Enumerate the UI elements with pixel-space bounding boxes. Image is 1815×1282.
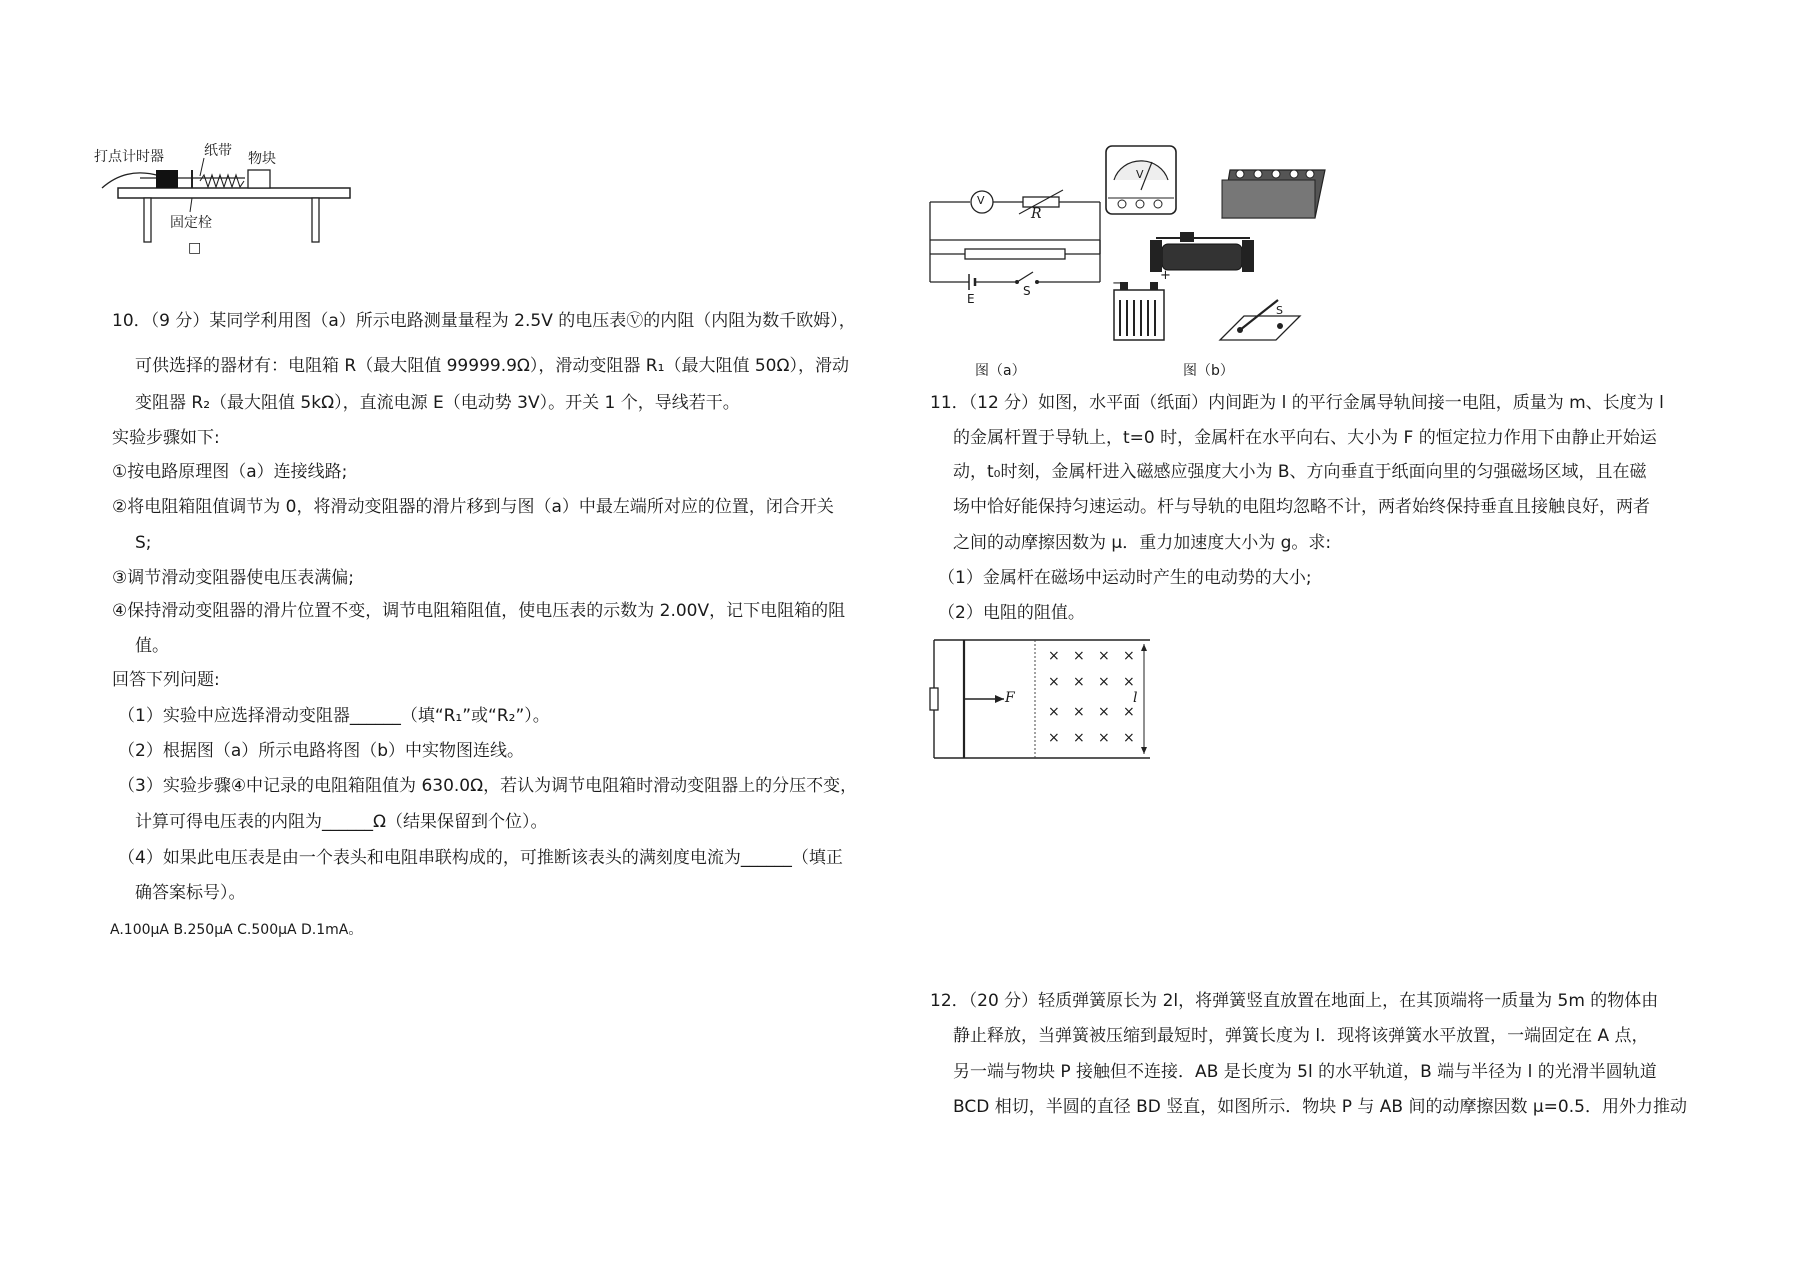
field-cross: × [1123, 730, 1135, 746]
q11-line: 场中恰好能保持匀速运动。杆与导轨的电阻均忽略不计，两者始终保持垂直且接触良好，两者 [953, 497, 1650, 517]
q10-line: （3）实验步骤④中记录的电阻箱阻值为 630.0Ω，若认为调节电阻箱时滑动变阻器上的分压不变， [118, 776, 858, 796]
field-cross: × [1098, 648, 1110, 664]
label-pin: 固定栓 [170, 215, 212, 231]
q10-line: ①按电路原理图（a）连接线路; [112, 462, 348, 482]
label-tape: 纸带 [204, 143, 232, 159]
q12-line: 12．（20 分）轻质弹簧原长为 2l，将弹簧竖直放置在地面上，在其顶端将一质量为 5m 的物体由 [930, 991, 1659, 1011]
figure-box-caption: □ [188, 240, 202, 256]
q10-line: 计算可得电压表的内阻为______Ω（结果保留到个位）。 [135, 812, 548, 832]
circuit-label-v: V [977, 194, 985, 207]
field-cross: × [1048, 648, 1060, 664]
q10-line: （2）根据图（a）所示电路将图（b）中实物图连线。 [118, 741, 525, 761]
q12-line: 静止释放，当弹簧被压缩到最短时，弹簧长度为 l．现将该弹簧水平放置，一端固定在 A 点， [953, 1026, 1649, 1046]
q10-line: 可供选择的器材有：电阻箱 R（最大阻值 99999.9Ω），滑动变阻器 R₁（最大阻值 50Ω），滑动 [135, 356, 849, 376]
equipment-figure-b [1100, 140, 1340, 360]
q10-line: ②将电阻箱阻值调节为 0，将滑动变阻器的滑片移到与图（a）中最左端所对应的位置，闭合开关 [112, 497, 834, 517]
field-cross: × [1048, 674, 1060, 690]
rail-label-f: F [1005, 690, 1015, 706]
field-cross: × [1073, 648, 1085, 664]
caption-figure-b: 图（b） [1183, 363, 1234, 379]
q11-line: 11．（12 分）如图，水平面（纸面）内间距为 l 的平行金属导轨间接一电阻，质量为 m、长度为 l [930, 393, 1664, 413]
circuit-figure-a [925, 180, 1105, 310]
battery-minus-label: − [1112, 276, 1123, 291]
circuit-label-s: S [1023, 284, 1031, 298]
meter-v-label: V [1136, 168, 1144, 181]
q11-line: 之间的动摩擦因数为 μ．重力加速度大小为 g。求: [953, 533, 1332, 553]
q12-line: BCD 相切，半圆的直径 BD 竖直，如图所示．物块 P 与 AB 间的动摩擦因数 μ=0.5．用外力推动 [953, 1097, 1687, 1117]
q10-line: 实验步骤如下: [112, 428, 220, 448]
field-cross: × [1073, 730, 1085, 746]
label-block: 物块 [248, 151, 276, 167]
rail-field-figure [930, 636, 1160, 762]
q12-line: 另一端与物块 P 接触但不连接．AB 是长度为 5l 的水平轨道，B 端与半径为 l 的光滑半圆轨道 [953, 1062, 1657, 1082]
field-cross: × [1048, 704, 1060, 720]
q10-line: 值。 [135, 636, 169, 656]
circuit-label-r: R [1031, 206, 1042, 222]
label-timer: 打点计时器 [94, 149, 164, 165]
field-cross: × [1123, 648, 1135, 664]
q11-line: （2）电阻的阻值。 [938, 603, 1085, 623]
field-cross: × [1098, 704, 1110, 720]
q11-line: 动，t₀时刻，金属杆进入磁感应强度大小为 B、方向垂直于纸面向里的匀强磁场区域，且在磁 [953, 462, 1647, 482]
q10-line: （4）如果此电压表是由一个表头和电阻串联构成的，可推断该表头的满刻度电流为______（填正 [118, 848, 843, 868]
field-cross: × [1073, 674, 1085, 690]
circuit-diagram [925, 180, 1105, 310]
circuit-label-e: E [967, 292, 975, 306]
caption-figure-a: 图（a） [975, 363, 1026, 379]
q10-line: ④保持滑动变阻器的滑片位置不变，调节电阻箱阻值，使电压表的示数为 2.00V，记下电阻箱的阻 [112, 601, 846, 621]
field-cross: × [1073, 704, 1085, 720]
q10-line: （1）实验中应选择滑动变阻器______（填“R₁”或“R₂”）。 [118, 706, 550, 726]
q10-options: A.100μA B.250μA C.500μA D.1mA。 [110, 922, 363, 938]
field-cross: × [1048, 730, 1060, 746]
switch-s-label: S [1276, 304, 1283, 317]
field-cross: × [1123, 674, 1135, 690]
q11-line: （1）金属杆在磁场中运动时产生的电动势的大小; [938, 568, 1312, 588]
q10-line: 回答下列问题: [112, 670, 220, 690]
rail-label-l: l [1133, 690, 1138, 706]
battery-plus-label: + [1160, 268, 1171, 283]
q10-line: 确答案标号）。 [135, 883, 246, 903]
q10-line: 10．（9 分）某同学利用图（a）所示电路测量量程为 2.5V 的电压表Ⓥ的内阻（内阻为数千欧姆）， [112, 311, 856, 331]
q10-line: S; [135, 533, 152, 553]
field-cross: × [1098, 730, 1110, 746]
field-cross: × [1123, 704, 1135, 720]
q10-line: 变阻器 R₂（最大阻值 5kΩ），直流电源 E（电动势 3V）。开关 1 个，导线若干。 [135, 393, 740, 413]
q11-line: 的金属杆置于导轨上，t=0 时，金属杆在水平向右、大小为 F 的恒定拉力作用下由静止开始运 [953, 428, 1657, 448]
field-cross: × [1098, 674, 1110, 690]
timer-apparatus-figure [94, 140, 360, 270]
q10-line: ③调节滑动变阻器使电压表满偏; [112, 568, 354, 588]
